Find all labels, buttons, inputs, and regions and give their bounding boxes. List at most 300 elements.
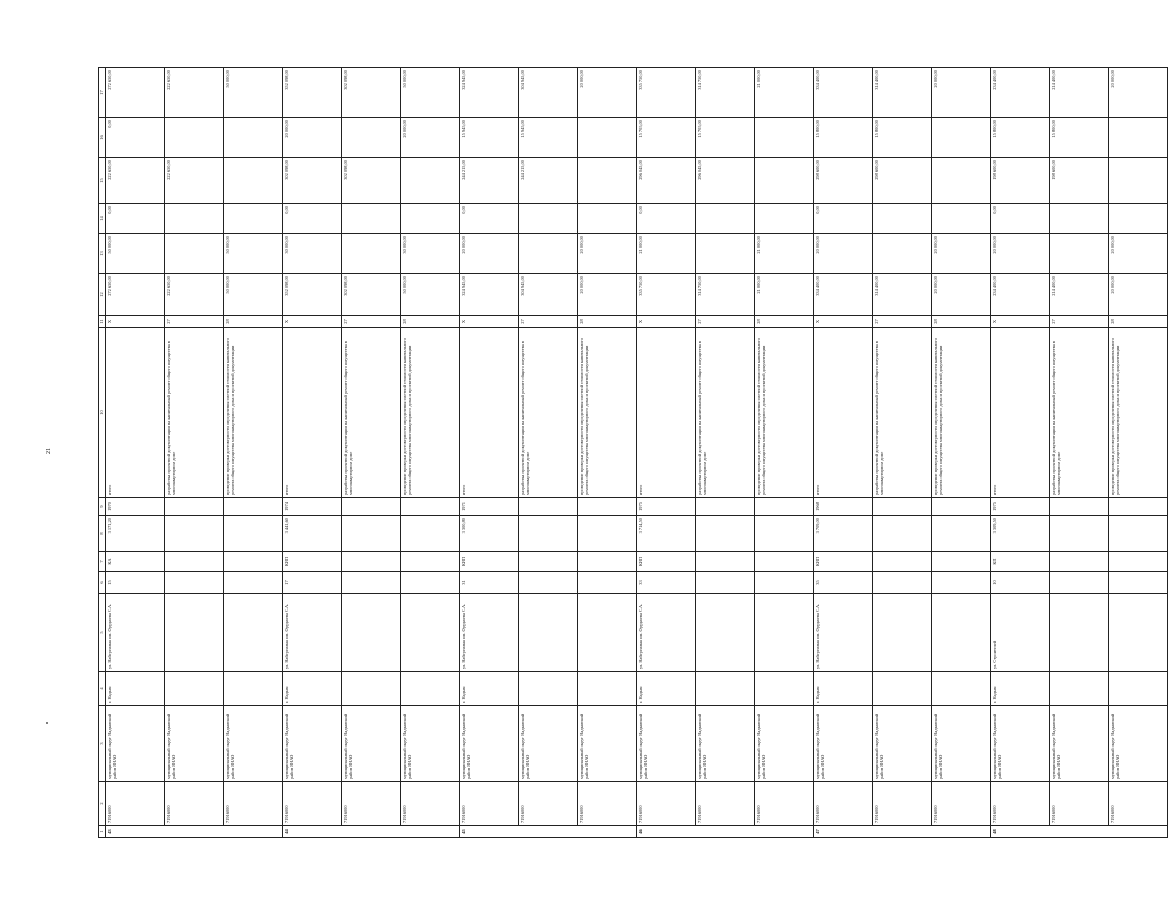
cell-budget-cost: 0,00	[460, 204, 519, 234]
cell-sum-cost: 334 400,00	[814, 68, 873, 118]
scan-dot	[46, 722, 48, 724]
cell-street: ул. Набережная им. Оруджева С.А.	[106, 594, 165, 672]
cell-other-cost: 15 705,00	[696, 118, 755, 158]
group-number: 47	[814, 826, 991, 838]
cell-budget-cost	[755, 204, 814, 234]
cell-total-cost: 20 000,00	[1109, 274, 1168, 316]
cell-year	[519, 498, 578, 516]
column-number: 2	[99, 782, 106, 826]
cell-oktmo-code: 71916000	[106, 782, 165, 826]
column-number-row	[99, 68, 106, 838]
cell-area	[342, 516, 401, 552]
cell-sum-cost: 50 000,00	[401, 68, 460, 118]
cell-wall-material: КП	[991, 552, 1050, 572]
cell-municipality: муниципальный округ Надымский район ЯНАО	[814, 706, 873, 782]
cell-year	[755, 498, 814, 516]
cell-oktmo-code: 71916000	[342, 782, 401, 826]
cell-other-cost: 15 800,00	[814, 118, 873, 158]
cell-wall-material	[224, 552, 283, 572]
table-row	[519, 68, 578, 838]
cell-street	[165, 594, 224, 672]
cell-item-code: Х	[460, 316, 519, 328]
cell-wall-material: КА	[106, 552, 165, 572]
column-number: 12	[99, 274, 106, 316]
cell-house-number	[755, 572, 814, 594]
cell-owner-cost: 222 650,00	[165, 158, 224, 204]
cell-total-cost: 352 098,00	[283, 274, 342, 316]
cell-other-cost	[342, 118, 401, 158]
cell-fund-cost: 21 000,00	[637, 234, 696, 274]
cell-house-number	[873, 572, 932, 594]
cell-year: 1974	[283, 498, 342, 516]
cell-item-code: 28	[755, 316, 814, 328]
cell-owner-cost: 298 600,00	[814, 158, 873, 204]
cell-budget-cost: 0,00	[991, 204, 1050, 234]
cell-locality: г. Надым	[637, 672, 696, 706]
cell-house-number	[519, 572, 578, 594]
column-number: 7	[99, 552, 106, 572]
cell-work-type: разработка проектной документации на капитальный ремонт общего имущества в многоквартирном доме	[519, 328, 578, 498]
cell-sum-cost: 272 650,00	[106, 68, 165, 118]
cell-fund-cost: 20 000,00	[460, 234, 519, 274]
column-number: 13	[99, 234, 106, 274]
cell-area	[224, 516, 283, 552]
table-row	[283, 68, 342, 838]
cell-owner-cost	[1109, 158, 1168, 204]
cell-owner-cost	[578, 158, 637, 204]
cell-total-cost: 50 000,00	[401, 274, 460, 316]
cell-total-cost: 335 750,00	[637, 274, 696, 316]
column-number: 10	[99, 328, 106, 498]
cell-total-cost: 334 400,00	[814, 274, 873, 316]
cell-item-code: 27	[873, 316, 932, 328]
cell-work-type: итого	[106, 328, 165, 498]
cell-wall-material	[1050, 552, 1109, 572]
cell-owner-cost	[755, 158, 814, 204]
cell-total-cost: 234 400,00	[991, 274, 1050, 316]
cell-municipality: муниципальный округ Надымский район ЯНАО	[401, 706, 460, 782]
cell-work-type: проведение проверки достоверности определения сметной стоимости капитального ремонта общего имущества многоквартирного дома и проектной документации	[932, 328, 991, 498]
cell-wall-material: КИП	[814, 552, 873, 572]
cell-work-type: проведение проверки достоверности определения сметной стоимости капитального ремонта общего имущества многоквартирного дома и проектной документации	[224, 328, 283, 498]
cell-owner-cost	[932, 158, 991, 204]
cell-other-cost	[932, 118, 991, 158]
cell-street: ул. Набережная им. Оруджева С.А.	[814, 594, 873, 672]
capital-repair-table	[98, 68, 1121, 838]
cell-fund-cost	[165, 234, 224, 274]
cell-item-code: 28	[1109, 316, 1168, 328]
cell-locality	[932, 672, 991, 706]
cell-budget-cost	[696, 204, 755, 234]
cell-area: 3 709,00	[814, 516, 873, 552]
cell-year	[401, 498, 460, 516]
cell-area	[401, 516, 460, 552]
cell-item-code: Х	[637, 316, 696, 328]
cell-sum-cost: 20 000,00	[578, 68, 637, 118]
cell-other-cost: 15 800,00	[873, 118, 932, 158]
cell-area	[755, 516, 814, 552]
table-body	[99, 68, 1168, 838]
cell-oktmo-code: 71916000	[755, 782, 814, 826]
group-number: 44	[283, 826, 460, 838]
cell-street	[1109, 594, 1168, 672]
cell-owner-cost: 198 600,00	[991, 158, 1050, 204]
cell-item-code: 28	[932, 316, 991, 328]
cell-municipality: муниципальный округ Надымский район ЯНАО	[460, 706, 519, 782]
cell-street: ул. Строителей	[991, 594, 1050, 672]
cell-locality: г. Надым	[106, 672, 165, 706]
cell-municipality: муниципальный округ Надымский район ЯНАО	[578, 706, 637, 782]
cell-fund-cost: 20 000,00	[1109, 234, 1168, 274]
cell-municipality: муниципальный округ Надымский район ЯНАО	[873, 706, 932, 782]
column-number: 3	[99, 706, 106, 782]
column-number: 6	[99, 572, 106, 594]
cell-locality: г. Надым	[991, 672, 1050, 706]
cell-total-cost: 21 000,00	[755, 274, 814, 316]
cell-other-cost	[224, 118, 283, 158]
cell-item-code: 27	[342, 316, 401, 328]
cell-work-type: итого	[814, 328, 873, 498]
cell-owner-cost: 298 600,00	[873, 158, 932, 204]
cell-other-cost: 15 705,00	[637, 118, 696, 158]
cell-locality	[165, 672, 224, 706]
table-row	[1050, 68, 1109, 838]
cell-street: ул. Набережная им. Оруджева С.А.	[637, 594, 696, 672]
cell-fund-cost	[519, 234, 578, 274]
table-row	[1109, 68, 1168, 838]
cell-sum-cost: 20 000,00	[1109, 68, 1168, 118]
cell-area	[1050, 516, 1109, 552]
cell-fund-cost: 50 000,00	[224, 234, 283, 274]
cell-house-number: 17	[283, 572, 342, 594]
cell-area	[578, 516, 637, 552]
cell-wall-material	[873, 552, 932, 572]
cell-budget-cost: 0,00	[106, 204, 165, 234]
cell-area	[932, 516, 991, 552]
cell-oktmo-code: 71916000	[696, 782, 755, 826]
cell-area: 3 300,80	[460, 516, 519, 552]
cell-locality	[755, 672, 814, 706]
cell-street	[519, 594, 578, 672]
column-number: 1	[99, 826, 106, 838]
cell-owner-cost: 302 098,00	[283, 158, 342, 204]
cell-municipality: муниципальный округ Надымский район ЯНАО	[283, 706, 342, 782]
cell-wall-material: КИП	[637, 552, 696, 572]
cell-municipality: муниципальный округ Надымский район ЯНАО	[755, 706, 814, 782]
cell-oktmo-code: 71916000	[932, 782, 991, 826]
cell-total-cost: 314 750,00	[696, 274, 755, 316]
cell-work-type: разработка проектной документации на капитальный ремонт общего имущества в многоквартирном доме	[1050, 328, 1109, 498]
cell-owner-cost: 296 045,00	[637, 158, 696, 204]
cell-sum-cost: 352 098,00	[283, 68, 342, 118]
cell-year: 1975	[637, 498, 696, 516]
cell-wall-material	[755, 552, 814, 572]
cell-work-type: итого	[460, 328, 519, 498]
table-row	[578, 68, 637, 838]
table-row	[991, 68, 1050, 838]
cell-total-cost: 314 400,00	[873, 274, 932, 316]
cell-house-number	[224, 572, 283, 594]
cell-fund-cost: 30 000,00	[283, 234, 342, 274]
cell-budget-cost	[224, 204, 283, 234]
cell-house-number	[401, 572, 460, 594]
cell-item-code: Х	[991, 316, 1050, 328]
cell-locality	[342, 672, 401, 706]
table-row	[696, 68, 755, 838]
cell-oktmo-code: 71916000	[224, 782, 283, 826]
cell-owner-cost: 222 650,00	[106, 158, 165, 204]
cell-locality	[1109, 672, 1168, 706]
cell-fund-cost	[873, 234, 932, 274]
cell-other-cost: 15 800,00	[991, 118, 1050, 158]
cell-year	[224, 498, 283, 516]
cell-sum-cost: 304 945,00	[519, 68, 578, 118]
cell-owner-cost	[401, 158, 460, 204]
cell-work-type: проведение проверки достоверности определения сметной стоимости капитального ремонта общего имущества многоквартирного дома и проектной документации	[578, 328, 637, 498]
cell-wall-material	[578, 552, 637, 572]
cell-sum-cost: 314 400,00	[873, 68, 932, 118]
cell-street: ул. Набережная им. Оруджева С.А.	[460, 594, 519, 672]
cell-other-cost	[165, 118, 224, 158]
cell-fund-cost: 50 000,00	[106, 234, 165, 274]
table-row	[224, 68, 283, 838]
cell-house-number	[932, 572, 991, 594]
cell-work-type: разработка проектной документации на капитальный ремонт общего имущества в многоквартирном доме	[165, 328, 224, 498]
cell-area	[1109, 516, 1168, 552]
cell-total-cost: 222 650,00	[165, 274, 224, 316]
table-row	[637, 68, 696, 838]
cell-municipality: муниципальный округ Надымский район ЯНАО	[637, 706, 696, 782]
cell-municipality: муниципальный округ Надымский район ЯНАО	[1109, 706, 1168, 782]
cell-sum-cost: 222 650,00	[165, 68, 224, 118]
column-number: 17	[99, 68, 106, 118]
cell-item-code: 27	[696, 316, 755, 328]
cell-sum-cost: 50 000,00	[224, 68, 283, 118]
cell-year: 1975	[991, 498, 1050, 516]
cell-house-number	[1109, 572, 1168, 594]
cell-year	[1050, 498, 1109, 516]
page-number: 21	[46, 448, 52, 454]
cell-sum-cost: 234 400,00	[991, 68, 1050, 118]
cell-year: 1970	[106, 498, 165, 516]
cell-street	[696, 594, 755, 672]
cell-wall-material	[519, 552, 578, 572]
cell-sum-cost: 20 000,00	[932, 68, 991, 118]
cell-fund-cost: 30 000,00	[401, 234, 460, 274]
cell-item-code: Х	[814, 316, 873, 328]
cell-owner-cost: 244 215,00	[460, 158, 519, 204]
cell-other-cost	[755, 118, 814, 158]
cell-budget-cost	[1109, 204, 1168, 234]
cell-sum-cost: 314 750,00	[696, 68, 755, 118]
cell-street	[342, 594, 401, 672]
cell-budget-cost: 0,00	[814, 204, 873, 234]
cell-budget-cost	[401, 204, 460, 234]
cell-street	[578, 594, 637, 672]
table	[98, 67, 1168, 838]
cell-budget-cost	[519, 204, 578, 234]
cell-oktmo-code: 71916000	[460, 782, 519, 826]
group-number: 48	[991, 826, 1168, 838]
cell-municipality: муниципальный округ Надымский район ЯНАО	[991, 706, 1050, 782]
cell-area: 3 171,20	[106, 516, 165, 552]
cell-work-type: итого	[283, 328, 342, 498]
cell-total-cost: 272 650,00	[106, 274, 165, 316]
column-number: 14	[99, 204, 106, 234]
cell-work-type: разработка проектной документации на капитальный ремонт общего имущества в многоквартирном доме	[696, 328, 755, 498]
cell-other-cost	[1109, 118, 1168, 158]
cell-owner-cost: 244 215,00	[519, 158, 578, 204]
cell-house-number	[165, 572, 224, 594]
cell-locality: г. Надым	[283, 672, 342, 706]
cell-oktmo-code: 71916000	[991, 782, 1050, 826]
cell-municipality: муниципальный округ Надымский район ЯНАО	[106, 706, 165, 782]
cell-work-type: проведение проверки достоверности определения сметной стоимости капитального ремонта общего имущества многоквартирного дома и проектной документации	[401, 328, 460, 498]
cell-street	[755, 594, 814, 672]
cell-sum-cost: 214 400,00	[1050, 68, 1109, 118]
group-number: 46	[637, 826, 814, 838]
cell-other-cost	[578, 118, 637, 158]
cell-work-type: итого	[991, 328, 1050, 498]
cell-other-cost: 20 000,00	[283, 118, 342, 158]
cell-budget-cost	[342, 204, 401, 234]
cell-municipality: муниципальный округ Надымский район ЯНАО	[165, 706, 224, 782]
cell-sum-cost: 21 000,00	[755, 68, 814, 118]
cell-area	[165, 516, 224, 552]
cell-locality: г. Надым	[460, 672, 519, 706]
cell-item-code: 27	[165, 316, 224, 328]
cell-locality	[401, 672, 460, 706]
cell-budget-cost	[873, 204, 932, 234]
cell-budget-cost: 0,00	[283, 204, 342, 234]
cell-municipality: муниципальный округ Надымский район ЯНАО	[1050, 706, 1109, 782]
cell-budget-cost	[578, 204, 637, 234]
cell-year	[873, 498, 932, 516]
cell-sum-cost: 324 945,00	[460, 68, 519, 118]
cell-year	[342, 498, 401, 516]
cell-street	[1050, 594, 1109, 672]
cell-locality	[696, 672, 755, 706]
cell-wall-material	[342, 552, 401, 572]
cell-fund-cost: 20 000,00	[578, 234, 637, 274]
cell-oktmo-code: 71916000	[401, 782, 460, 826]
cell-item-code: 27	[519, 316, 578, 328]
cell-owner-cost	[224, 158, 283, 204]
cell-other-cost: 20 000,00	[401, 118, 460, 158]
column-number: 11	[99, 316, 106, 328]
cell-oktmo-code: 71916000	[519, 782, 578, 826]
cell-area: 3 309,50	[991, 516, 1050, 552]
cell-fund-cost: 20 000,00	[991, 234, 1050, 274]
cell-municipality: муниципальный округ Надымский район ЯНАО	[224, 706, 283, 782]
cell-owner-cost: 198 600,00	[1050, 158, 1109, 204]
table-row	[755, 68, 814, 838]
cell-year: 1971	[460, 498, 519, 516]
cell-fund-cost: 21 000,00	[755, 234, 814, 274]
cell-owner-cost: 296 045,00	[696, 158, 755, 204]
cell-fund-cost	[696, 234, 755, 274]
cell-wall-material	[932, 552, 991, 572]
column-number: 9	[99, 498, 106, 516]
cell-street	[873, 594, 932, 672]
cell-year	[165, 498, 224, 516]
cell-wall-material	[696, 552, 755, 572]
column-number: 4	[99, 672, 106, 706]
table-row	[814, 68, 873, 838]
table-row	[873, 68, 932, 838]
cell-oktmo-code: 71916000	[283, 782, 342, 826]
cell-other-cost: 15 945,00	[519, 118, 578, 158]
cell-wall-material: КИП	[460, 552, 519, 572]
cell-year: 1968	[814, 498, 873, 516]
cell-municipality: муниципальный округ Надымский район ЯНАО	[342, 706, 401, 782]
cell-sum-cost: 302 098,00	[342, 68, 401, 118]
cell-fund-cost	[1050, 234, 1109, 274]
cell-locality	[1050, 672, 1109, 706]
cell-item-code: Х	[106, 316, 165, 328]
cell-other-cost: 0,00	[106, 118, 165, 158]
cell-house-number: 10	[991, 572, 1050, 594]
cell-house-number	[578, 572, 637, 594]
cell-area: 3 714,50	[637, 516, 696, 552]
cell-locality	[224, 672, 283, 706]
cell-item-code: 27	[1050, 316, 1109, 328]
cell-locality: г. Надым	[814, 672, 873, 706]
cell-sum-cost: 335 750,00	[637, 68, 696, 118]
cell-house-number: 15	[106, 572, 165, 594]
column-number: 8	[99, 516, 106, 552]
cell-oktmo-code: 71916000	[1050, 782, 1109, 826]
cell-municipality: муниципальный округ Надымский район ЯНАО	[696, 706, 755, 782]
table-row	[460, 68, 519, 838]
cell-budget-cost	[932, 204, 991, 234]
cell-year	[578, 498, 637, 516]
cell-year	[932, 498, 991, 516]
cell-house-number: 31	[460, 572, 519, 594]
column-number: 5	[99, 594, 106, 672]
column-number: 15	[99, 158, 106, 204]
cell-work-type: разработка проектной документации на капитальный ремонт общего имущества в многоквартирном доме	[342, 328, 401, 498]
table-row	[932, 68, 991, 838]
cell-total-cost: 302 098,00	[342, 274, 401, 316]
group-number: 43	[106, 826, 283, 838]
cell-house-number	[696, 572, 755, 594]
group-number: 45	[460, 826, 637, 838]
cell-street: ул. Набережная им. Оруджева С.А.	[283, 594, 342, 672]
cell-owner-cost: 302 098,00	[342, 158, 401, 204]
cell-item-code: 28	[401, 316, 460, 328]
cell-house-number	[1050, 572, 1109, 594]
cell-house-number: 33	[637, 572, 696, 594]
cell-other-cost: 15 800,00	[1050, 118, 1109, 158]
cell-year	[696, 498, 755, 516]
cell-total-cost: 20 000,00	[932, 274, 991, 316]
cell-municipality: муниципальный округ Надымский район ЯНАО	[519, 706, 578, 782]
cell-oktmo-code: 71916000	[165, 782, 224, 826]
cell-house-number: 35	[814, 572, 873, 594]
cell-total-cost: 304 945,00	[519, 274, 578, 316]
cell-oktmo-code: 71916000	[814, 782, 873, 826]
table-row	[106, 68, 165, 838]
cell-work-type: проведение проверки достоверности определения сметной стоимости капитального ремонта общего имущества многоквартирного дома и проектной документации	[1109, 328, 1168, 498]
cell-total-cost: 20 000,00	[578, 274, 637, 316]
cell-street	[932, 594, 991, 672]
cell-fund-cost: 20 000,00	[932, 234, 991, 274]
cell-area	[873, 516, 932, 552]
cell-fund-cost: 20 000,00	[814, 234, 873, 274]
cell-wall-material	[1109, 552, 1168, 572]
cell-total-cost: 324 945,00	[460, 274, 519, 316]
